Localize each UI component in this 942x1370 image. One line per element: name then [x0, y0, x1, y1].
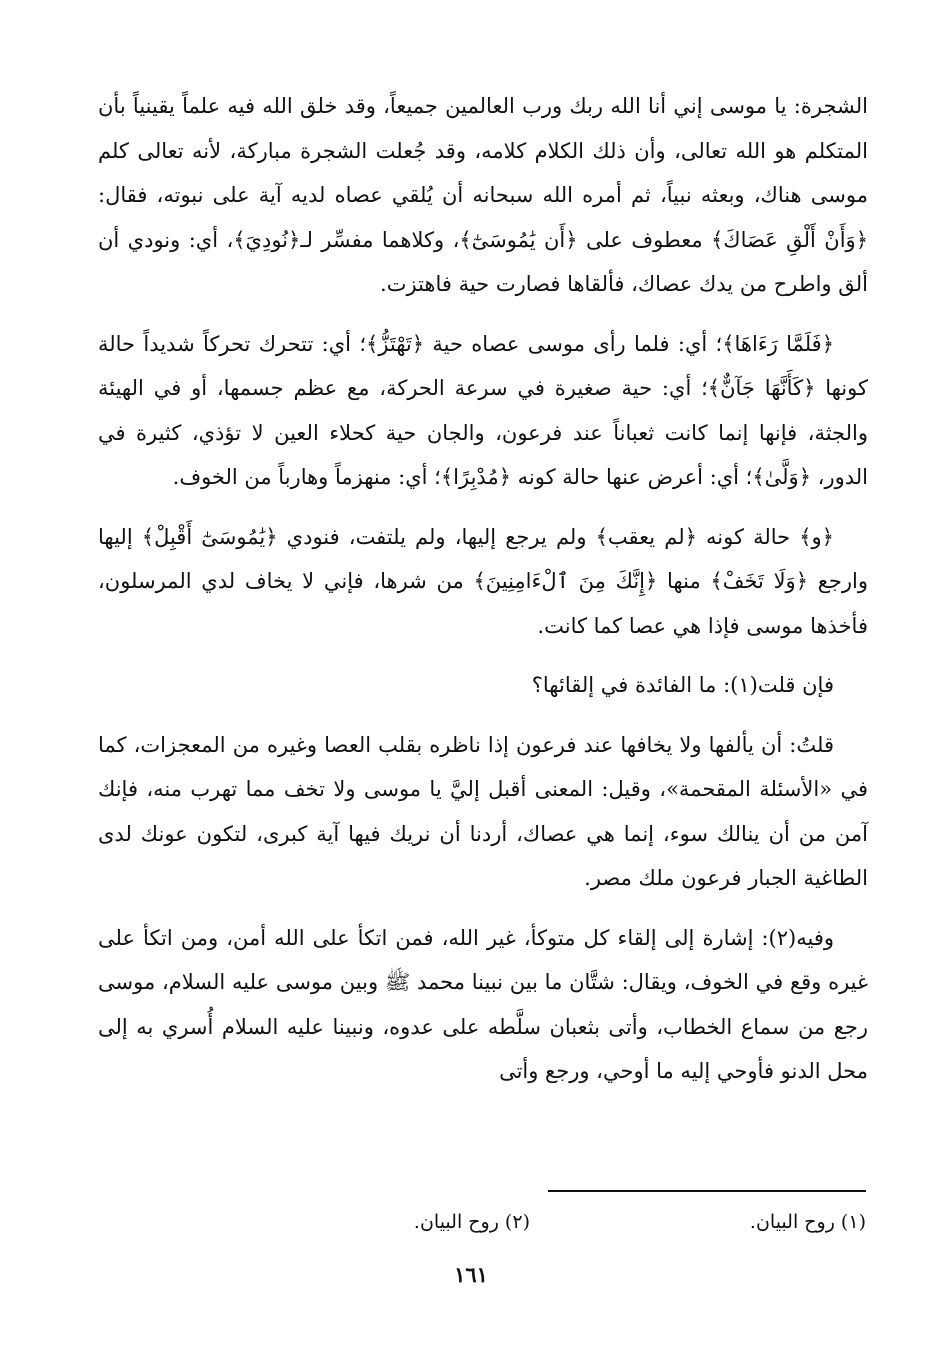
paragraph: الشجرة: يا موسى إني أنا الله ربك ورب العالمين جميعاً، وقد خلق الله فيه علماً يقينياً بأن المتكلم هو الله تعالى، وأن ذلك الكلام كلامه، وقد جُعلت الشجرة مباركة، لأنه تعالى كلم موسى هناك، وبعثه نبياً، ثم أمره الله سبحانه أن يُلقي عصاه لديه آية على نبوته، فقال: ﴿وَأَنْ أَلْقِ عَصَاكَ﴾ معطوف على ﴿أَن يَٰمُوسَىٰٓ﴾، وكلاهما مفسِّر لـ﴿نُودِيَ﴾، أي: ونودي أن ألق واطرح من يدك عصاك، فألقاها فصارت حية فاهتزت.: [98, 94, 868, 296]
footnote-1: (١) روح البيان.: [749, 1211, 866, 1233]
paragraph: وفيه(٢): إشارة إلى إلقاء كل متوكأ، غير الله، فمن اتكأ على الله أمن، ومن اتكأ على غيره وقع في الخوف، ويقال: شتَّان ما بين نبينا محمد ﷺ وبين موسى عليه السلام، موسى رجع من سماع الخطاب، وأتى بثعبان سلَّطه على عدوه، ونبينا عليه السلام أُسري به إلى محل الدنو فأوحي إليه ما أوحي، ورجع وأتى: [98, 925, 868, 1083]
paragraph: فإن قلت(١): ما الفائدة في إلقائها؟: [531, 673, 834, 697]
paragraph: قلتُ: أن يألفها ولا يخافها عند فرعون إذا ناظره بقلب العصا وغيره من المعجزات، كما في «الأسئلة المقحمة»، وقيل: المعنى أقبل إليَّ يا موسى ولا تخف مما تهرب منه، فإنك آمن من أن ينالك سوء، إنما هي عصاك، أردنا أن نريك فيها آية كبرى، لتكون عونك لدى الطاغية الجبار فرعون ملك مصر.: [98, 732, 868, 890]
main-text: [98, 84, 868, 1109]
page-number: ١٦١: [454, 1262, 488, 1287]
paragraph: ﴿فَلَمَّا رَءَاهَا﴾؛ أي: فلما رأى موسى عصاه حية ﴿تَهْتَزُّ﴾؛ أي: تتحرك تحركاً شديداً حالة كونها ﴿كَأَنَّهَا جَآنٌّ﴾؛ أي: حية صغيرة في سرعة الحركة، مع عظم جسمها، أو في الهيئة والجثة، فإنها إنما كانت ثعباناً عند فرعون، والجان حية كحلاء العين لا تؤذي، كثيرة في الدور، ﴿وَلَّىٰ﴾؛ أي: أعرض عنها حالة كونه ﴿مُدْبِرًا﴾؛ أي: منهزماً وهارباً من الخوف.: [98, 331, 868, 489]
footnote-2: (٢) روح البيان.: [413, 1211, 530, 1233]
footnote-separator: [548, 1190, 866, 1192]
paragraph: ﴿و﴾ حالة كونه ﴿لم يعقب﴾ ولم يرجع إليها، ولم يلتفت، فنودي ﴿يَٰمُوسَىٰٓ أَقْبِلْ﴾ إليها وارجع ﴿وَلَا تَخَفْ﴾ منها ﴿إِنَّكَ مِنَ ٱلْءَامِنِينَ﴾ من شرها، فإني لا يخاف لدي المرسلون، فأخذها موسى فإذا هي عصا كما كانت.: [98, 524, 868, 638]
